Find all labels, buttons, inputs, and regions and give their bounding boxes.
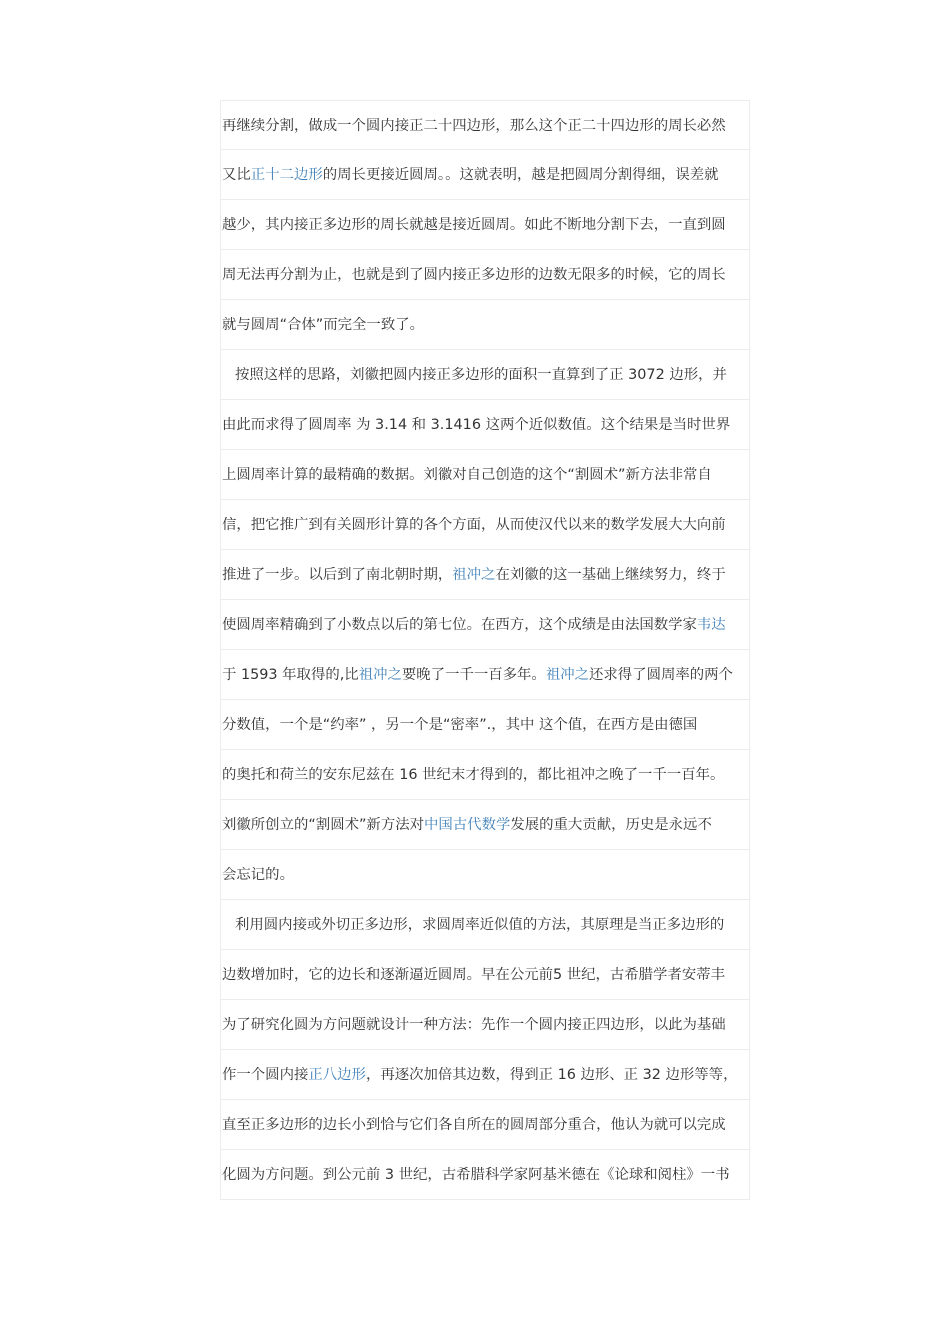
- inline-link[interactable]: 祖冲之: [358, 667, 402, 683]
- text-span: 周无法再分割为止，也就是到了圆内接正多边形的边数无限多的时候，它的周长: [222, 267, 726, 283]
- text-span: 又比: [222, 167, 251, 183]
- text-span: 的周长更接近圆周。。这就表明，越是把圆周分割得细，误差就: [322, 167, 719, 183]
- text-span: 信，把它推广到有关圆形计算的各个方面，从而使汉代以来的数学发展大大向前: [222, 517, 726, 533]
- inline-link[interactable]: 韦达: [696, 617, 726, 633]
- text-line: [220, 550, 750, 600]
- text-span: 越少，其内接正多边形的周长就越是接近圆周。如此不断地分割下去，一直到圆: [222, 217, 726, 233]
- text-line: [220, 850, 750, 900]
- text-span: 就与圆周“合体”而完全一致了。: [222, 317, 424, 333]
- text-line: [220, 800, 750, 850]
- inline-link[interactable]: 祖冲之: [452, 567, 496, 583]
- text-span: 直至正多边形的边长小到恰与它们各自所在的圆周部分重合，他认为就可以完成: [222, 1117, 726, 1133]
- text-line: [220, 950, 750, 1000]
- text-span: 利用圆内接或外切正多边形，求圆周率近似值的方法，其原理是当正多边形的: [235, 917, 725, 933]
- text-line: [220, 600, 750, 650]
- text-line: [220, 500, 750, 550]
- inline-link[interactable]: 祖冲之: [545, 667, 589, 683]
- text-span: 在刘徽的这一基础上继续努力，终于: [495, 567, 726, 583]
- text-line: [220, 900, 750, 950]
- text-line: [220, 650, 750, 700]
- text-span: 分数值，一个是“约率” ，另一个是“密率”.，其中 这个值，在西方是由德国: [222, 717, 698, 733]
- text-span: 化圆为方问题。到公元前 3 世纪，古希腊科学家阿基米德在《论球和阅柱》一书: [222, 1167, 730, 1183]
- text-line: [220, 1000, 750, 1050]
- text-line: [220, 700, 750, 750]
- text-line: [220, 250, 750, 300]
- text-span: 刘徽所创立的“割圆术”新方法对: [222, 817, 424, 833]
- text-span: 由此而求得了圆周率 为 3.14 和 3.1416 这两个近似数值。这个结果是当时世界: [222, 417, 731, 433]
- text-span: 发展的重大贡献，历史是永远不: [510, 817, 712, 833]
- inline-link[interactable]: 中国古代数学: [424, 817, 511, 833]
- text-line: [220, 1150, 750, 1200]
- text-span: 上圆周率计算的最精确的数据。刘徽对自己创造的这个“割圆术”新方法非常自: [222, 467, 712, 483]
- document-body: [220, 100, 750, 1200]
- text-span: 再继续分割，做成一个圆内接正二十四边形，那么这个正二十四边形的周长必然: [222, 118, 726, 134]
- text-line: [220, 1100, 750, 1150]
- text-line: [220, 450, 750, 500]
- text-line: [220, 1050, 750, 1100]
- text-line: [220, 300, 750, 350]
- text-span: 按照这样的思路，刘徽把圆内接正多边形的面积一直算到了正 3072 边形，并: [235, 367, 727, 383]
- text-span: 要晚了一千一百多年。: [401, 667, 546, 683]
- text-line: [220, 350, 750, 400]
- text-span: 会忘记的。: [222, 867, 294, 883]
- text-span: 推进了一步。以后到了南北朝时期，: [222, 567, 453, 583]
- text-span: 使圆周率精确到了小数点以后的第七位。在西方，这个成绩是由法国数学家: [222, 617, 697, 633]
- inline-link[interactable]: 正八边形: [308, 1067, 366, 1083]
- text-line: [220, 400, 750, 450]
- text-span: 的奥托和荷兰的安东尼兹在 16 世纪末才得到的，都比祖冲之晚了一千一百年。: [222, 767, 725, 783]
- text-line: [220, 150, 750, 200]
- text-span: 边数增加时，它的边长和逐渐逼近圆周。早在公元前5 世纪，古希腊学者安蒂丰: [222, 967, 726, 983]
- text-span: 于 1593 年取得的,比: [222, 667, 359, 683]
- text-line: [220, 100, 750, 150]
- text-span: ，再逐次加倍其边数，得到正 16 边形、正 32 边形等等，: [365, 1067, 738, 1083]
- text-line: [220, 750, 750, 800]
- text-span: 还求得了圆周率的两个: [589, 667, 733, 683]
- text-span: 为了研究化圆为方问题就设计一种方法：先作一个圆内接正四边形，以此为基础: [222, 1017, 726, 1033]
- inline-link[interactable]: 正十二边形: [250, 167, 323, 183]
- text-line: [220, 200, 750, 250]
- text-span: 作一个圆内接: [222, 1067, 309, 1083]
